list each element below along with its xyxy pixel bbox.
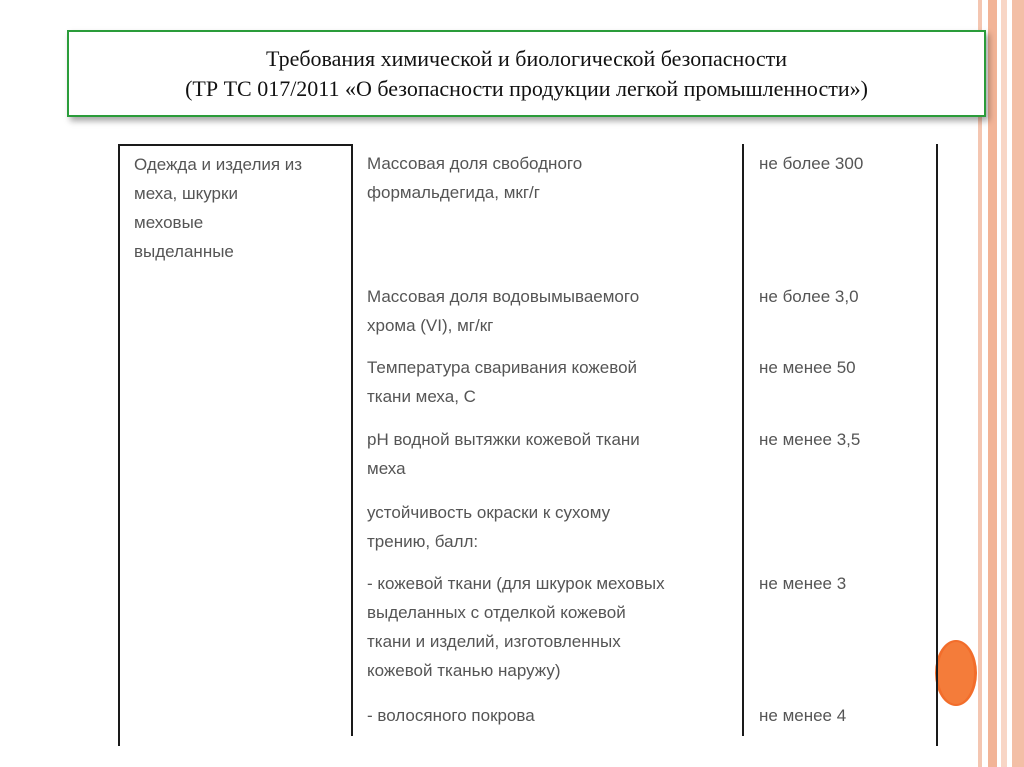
value-cell: не более 3,0 xyxy=(759,287,859,306)
indicator-line: Массовая доля водовымываемого xyxy=(367,287,640,306)
indicator-line: - кожевой ткани (для шкурок меховых xyxy=(367,574,665,593)
table-border-right xyxy=(936,144,938,746)
value-cell: не менее 3,5 xyxy=(759,430,861,449)
indicator-line: кожевой тканью наружу) xyxy=(367,661,561,680)
indicator-cell xyxy=(367,701,535,730)
category-line: меха, шкурки xyxy=(134,184,238,203)
indicator-cell xyxy=(367,498,610,556)
table-divider-2 xyxy=(742,144,744,736)
indicator-line: ткани и изделий, изготовленных xyxy=(367,632,621,651)
decorative-circle xyxy=(935,640,977,706)
slide-title-line-2: (ТР ТС 017/2011 «О безопасности продукции легкой промышленности») xyxy=(185,75,868,101)
indicator-cell xyxy=(367,149,582,207)
slide-title-box xyxy=(67,30,986,117)
indicator-line: трению, балл: xyxy=(367,532,479,551)
category-cell xyxy=(134,150,302,266)
indicator-line: формальдегида, мкг/г xyxy=(367,183,540,202)
value-cell: не более 300 xyxy=(759,154,864,173)
indicator-cell xyxy=(367,425,640,483)
table-divider-1 xyxy=(351,144,353,736)
indicator-line: - волосяного покрова xyxy=(367,706,535,725)
indicator-line: ткани меха, С xyxy=(367,387,476,406)
value-cell: не менее 3 xyxy=(759,574,847,593)
slide-title-line-1: Требования химической и биологической безопасности xyxy=(265,45,788,71)
indicator-line: Массовая доля свободного xyxy=(367,154,583,173)
table-border-top xyxy=(118,144,352,146)
indicator-line: Температура сваривания кожевой xyxy=(367,358,638,377)
category-line: меховые xyxy=(134,213,204,232)
value-cell: не менее 50 xyxy=(759,358,856,377)
indicator-line: pH водной вытяжки кожевой ткани xyxy=(367,430,640,449)
indicator-line: меха xyxy=(367,459,406,478)
indicator-cell xyxy=(367,282,639,340)
indicator-line: устойчивость окраски к сухому xyxy=(367,503,611,522)
indicator-line: выделанных с отделкой кожевой xyxy=(367,603,626,622)
indicator-line: хрома (VI), мг/кг xyxy=(367,316,494,335)
indicator-cell xyxy=(367,353,637,411)
table-border-left xyxy=(118,144,120,746)
value-cell: не менее 4 xyxy=(759,706,847,725)
indicator-cell xyxy=(367,569,665,685)
category-line: выделанные xyxy=(134,242,234,261)
category-line: Одежда и изделия из xyxy=(134,155,303,174)
